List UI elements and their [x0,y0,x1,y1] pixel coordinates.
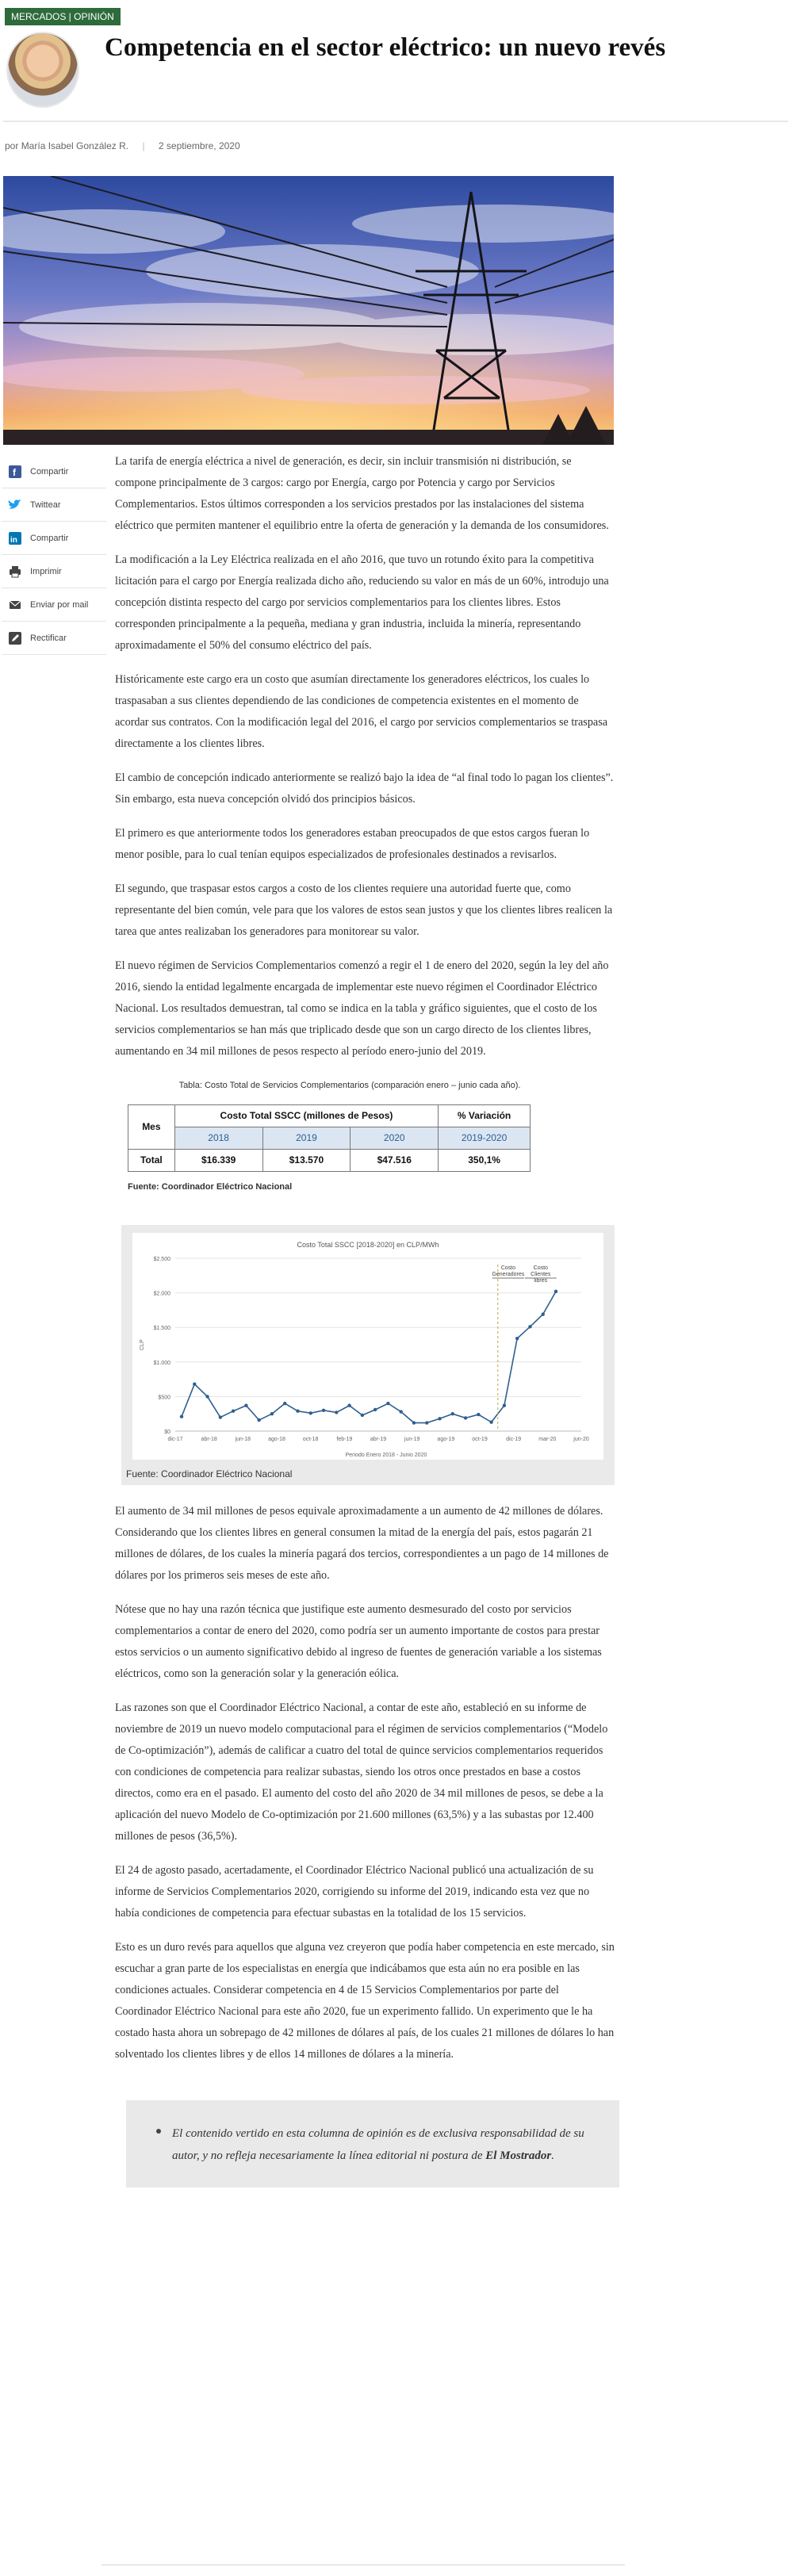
table-caption: Tabla: Costo Total de Servicios Complementarios (comparación enero – junio cada año). [178,1081,521,1090]
table-variation-period: 2019-2020 [439,1127,531,1150]
paragraph: El nuevo régimen de Servicios Complementarios comenzó a regir el 1 de enero del 2020, según la ley del año 2016, siendo la entidad legalmente encargada de implementar este nuevo régimen el Coordinador Eléctrico Nacional. Los resultados demuestran, tal como se indica en la tabla y gráfico siguientes, que el costo de los servicios complementarios se han más que triplicado desde que son un cargo directo de los clientes libres, aumentando en 34 mil millones de pesos respecto al período enero-junio del 2019. [115,959,609,1058]
mail-icon [8,598,22,612]
table-year: 2018 [174,1127,262,1150]
data-point [244,1404,247,1407]
footer-divider [102,2564,625,2566]
paragraph: Nótese que no hay una razón técnica que justifique este aumento desmesurado del costo por servicios complementarios a contar de enero del 2020, como podría ser un aumento importante de costos para prestar estos servicios o un aumento significativo debido al ingreso de fuentes de generación variable a los sistemas eléctricos, como son la generación solar y la generación eólica. [115,1603,602,1680]
data-point [309,1411,312,1414]
chart-figure [121,1225,615,1485]
paragraph: Históricamente este cargo era un costo que asumían directamente los generadores eléctricos, los cuales lo traspasaban a sus clientes dependiendo de las condiciones de competencia existentes en el momento de acordar sus contratos. Con la modificación legal del 2016, el cargo por servicios complementarios se traspasa directamente a los clientes libres. [115,673,608,750]
x-tick-label: jun-19 [404,1437,420,1442]
x-tick-label: jun-20 [573,1437,589,1442]
header-divider [3,121,788,122]
data-point [296,1410,299,1413]
x-tick-label: abr-18 [201,1437,217,1442]
data-point [464,1416,467,1419]
data-point [503,1404,506,1407]
opinion-disclaimer [126,2100,619,2187]
data-point [180,1414,183,1418]
data-point [232,1410,235,1413]
y-tick-label: $2.000 [153,1291,170,1297]
paragraph: El primero es que anteriormente todos los generadores estaban preocupados de que estos cargos fueran lo menor posible, para lo cual tenían equipos especializados de profesionales destinados a revisarlos. [115,827,590,861]
x-tick-label: dic-19 [506,1437,522,1442]
rectify-button[interactable] [2,622,106,655]
paragraph: La tarifa de energía eléctrica a nivel de generación, es decir, sin incluir transmisión ni distribución, se compone principalmente de 3 cargos: cargo por Energía, cargo por Potencia y cargo por Servicios Complementarios. Estos últimos corresponden a los servicios prestados por las instalaciones del sistema eléctrico que permiten mantener el equilibrio entre la oferta de generación y la demanda de los consumidores. [115,455,609,532]
paragraph: El segundo, que traspasar estos cargos a costo de los clientes requiere una autoridad fuerte que, como representante del bien común, vele para que los valores de estos sean justos y que los clientes libres realicen la tarea que antes realizaban los generadores para monitorear su valor. [115,882,613,938]
y-axis-label: CLP [140,1339,145,1350]
print-label: Imprimir [30,566,62,576]
pencil-icon [8,631,22,645]
paragraph: Esto es un duro revés para aquellos que alguna vez creyeron que podía haber competencia en este mercado, sin escuchar a gran parte de los especialistas en energía que indicábamos que esta aún no era posible en las condiciones actuales. Considerar competencia en 4 de 15 Servicios Complementarios por parte del Coordinador Eléctrico Nacional para este año 2020, fue un experimento fallido. Un experimento que le ha costado hasta ahora un sobrepago de 42 millones de dólares al país, de los cuales 21 millones de dólares lo han solventado los clientes libres y de ellos 14 millones de dólares a la minería. [115,1941,615,2061]
x-tick-label: oct-18 [302,1437,319,1442]
y-tick-label: $2.500 [153,1257,170,1262]
publish-date: 2 septiembre, 2020 [158,140,240,151]
svg-text:in: in [10,535,17,545]
disclaimer-end: . [551,2149,554,2162]
author-avatar [6,32,79,108]
share-bar [2,455,106,655]
data-point [515,1337,519,1340]
hero-image [3,176,614,445]
x-tick-label: feb-19 [336,1437,353,1442]
data-point [374,1408,377,1411]
table-year: 2019 [262,1127,351,1150]
data-point [477,1413,480,1416]
table-cell: 350,1% [439,1150,531,1172]
disclaimer-text: El contenido vertido en esta columna de opinión es de exclusiva responsabilidad de su autor, y no refleja necesariamente la línea editorial ni postura de [172,2127,584,2162]
x-tick-label: ago-19 [437,1437,455,1442]
chart-source: Fuente: Coordinador Eléctrico Nacional [126,1468,293,1479]
data-point [322,1409,325,1412]
table-source: Fuente: Coordinador Eléctrico Nacional [128,1182,293,1192]
x-tick-label: mar-20 [538,1437,557,1442]
author-name[interactable]: María Isabel González R. [21,140,129,151]
article-title: Competencia en el sector eléctrico: un nuevo revés [105,33,666,62]
power-lines-sunset-image [3,176,614,445]
y-tick-label: $1.500 [153,1326,170,1332]
data-point [219,1415,222,1418]
article-header [0,0,793,119]
table-cell: $47.516 [351,1150,439,1172]
data-point [335,1410,338,1414]
paragraph: El aumento de 34 mil millones de pesos equivale aproximadamente a un aumento de 42 millones de dólares. Considerando que los clientes libres en general consumen la mitad de la energía del país, estos pagarán 21 millones de dólares, de los cuales la minería pagará dos tercios, correspondientes a un pago de 14 millones de dólares por los primeros seis meses de este año. [115,1505,609,1582]
mail-label: Enviar por mail [30,599,89,610]
data-point [554,1290,557,1293]
data-point [257,1418,260,1422]
cost-table-figure [128,1075,572,1198]
data-point [425,1421,428,1424]
share-linkedin-label: Compartir [30,533,69,543]
x-tick-label: ago-18 [268,1437,285,1442]
x-axis-label: Periodo Enero 2018 - Junio 2020 [345,1453,427,1458]
annotation-label: Costo Clientes libres [531,1265,551,1284]
share-twitter-label: Twittear [30,500,61,510]
y-tick-label: $500 [158,1395,170,1401]
share-linkedin-button[interactable] [2,522,106,555]
paragraph: El 24 de agosto pasado, acertadamente, el Coordinador Eléctrico Nacional publicó una actualización de su informe de Servicios Complementarios 2020, corrigiendo su informe del 2019, indicando esta vez que no había condiciones de competencia para efectuar subastas en la totalidad de los 15 servicios. [115,1864,594,1920]
data-point [528,1325,531,1328]
table-cell: $16.339 [174,1150,262,1172]
share-facebook-button[interactable] [2,455,106,488]
share-twitter-button[interactable] [2,488,106,522]
data-point [347,1404,351,1407]
svg-text:f: f [13,466,16,478]
table-header-mes: Mes [128,1105,175,1150]
linkedin-icon [8,531,22,545]
data-point [438,1417,441,1420]
table-year: 2020 [351,1127,439,1150]
x-tick-label: jun-18 [235,1437,251,1442]
data-point [283,1402,286,1405]
annotation-label: Costo Generadores [492,1265,525,1277]
y-tick-label: $0 [164,1430,170,1435]
print-button[interactable] [2,555,106,588]
line-chart [132,1233,603,1460]
table-header-cost: Costo Total SSCC (millones de Pesos) [174,1105,438,1127]
facebook-icon [8,465,22,479]
table-header-variation: % Variación [439,1105,531,1127]
paragraph: La modificación a la Ley Eléctrica realizada en el año 2016, que tuvo un rotundo éxito para la competitiva licitación para el cargo por Energía realizada dicho año, reduciendo su valor en más de un 60%, introdujo una concepción distinta respecto del cargo por servicios complementarios para los clientes libres. Estos corresponden principalmente a la pequeña, mediana y gran industria, incluida la minería, representando aproximadamente el 50% del consumo eléctrico del país. [115,553,609,652]
rectify-label: Rectificar [30,633,67,643]
paragraph: El cambio de concepción indicado anteriormente se realizó bajo la idea de “al final todo lo pagan los clientes”. Sin embargo, esta nueva concepción olvidó dos principios básicos. [115,771,614,806]
data-point [386,1402,389,1405]
data-point [489,1420,492,1423]
data-point [361,1414,364,1417]
data-point [399,1410,402,1413]
table-row-label: Total [128,1150,175,1172]
data-point [193,1383,196,1386]
article-body [115,451,615,2187]
bullet-icon [156,2129,161,2134]
byline-prefix: por [5,140,19,151]
data-point [542,1312,545,1315]
x-tick-label: dic-17 [167,1437,183,1442]
x-tick-label: oct-19 [472,1437,488,1442]
category-tag[interactable]: MERCADOS | OPINIÓN [5,8,121,25]
data-point [412,1421,416,1424]
share-facebook-label: Compartir [30,466,69,477]
x-tick-label: abr-19 [370,1437,387,1442]
print-icon [8,565,22,579]
mail-button[interactable] [2,588,106,622]
cost-table [128,1104,531,1172]
byline [5,140,240,151]
paragraph: Las razones son que el Coordinador Eléctrico Nacional, a contar de este año, estableció en su informe de noviembre de 2019 un nuevo modelo computacional para el régimen de servicios complementarios (“Modelo de Co-optimización”), además de calificar a cuatro del total de quince servicios complementarios requeridos con condiciones de competencia para realizar subastas, siendo los otros once prestados en base a costos directos, como era en el pasado. El aumento del costo del año 2020 de 34 mil millones de pesos, se debe a la aplicación del nuevo Modelo de Co-optimización por 21.600 millones (63,5%) y a las subastas por 12.400 millones de pesos (36,5%). [115,1701,608,1843]
y-tick-label: $1.000 [153,1360,170,1366]
table-cell: $13.570 [262,1150,351,1172]
twitter-icon [8,498,22,512]
byline-separator: | [142,140,145,151]
disclaimer-outlet: El Mostrador [485,2149,552,2162]
data-point [451,1412,454,1415]
data-point [270,1412,274,1415]
data-point [205,1395,209,1398]
chart-title: Costo Total SSCC [2018-2020] en CLP/MWh [297,1241,439,1249]
